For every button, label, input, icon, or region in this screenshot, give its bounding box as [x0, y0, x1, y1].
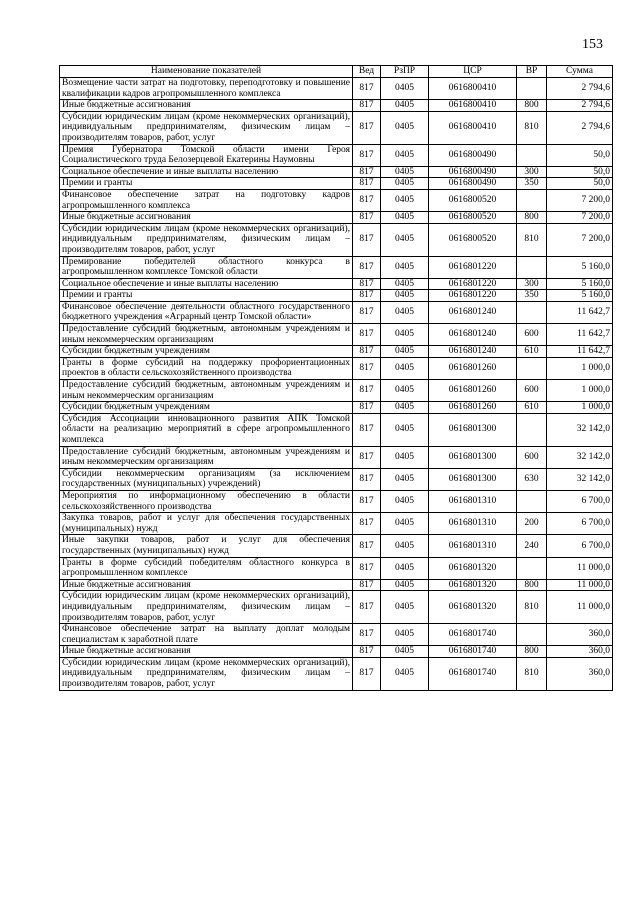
- row-vr: 610: [517, 346, 547, 358]
- row-vr: [517, 189, 547, 211]
- row-csr: 0616801310: [429, 490, 517, 512]
- row-sum: 7 200,0: [547, 189, 613, 211]
- row-ved: 817: [353, 223, 381, 256]
- row-vr: 810: [517, 657, 547, 690]
- row-ved: 817: [353, 111, 381, 144]
- row-name: Возмещение части затрат на подготовку, переподготовку и повышение квалификации кадров агропромышленного комплекса: [60, 78, 353, 100]
- row-sum: 32 142,0: [547, 446, 613, 468]
- row-vr: 800: [517, 100, 547, 112]
- table-row: [60, 256, 613, 278]
- row-rzpr: 0405: [381, 256, 429, 278]
- header-ved: Вед: [353, 66, 381, 78]
- row-name: Премия Губернатора Томской области имени Героя Социалистического труда Белозерцевой Екатерины Наумовны: [60, 144, 353, 166]
- row-ved: 817: [353, 535, 381, 557]
- row-ved: 817: [353, 189, 381, 211]
- row-sum: 1 000,0: [547, 380, 613, 402]
- row-vr: 800: [517, 212, 547, 224]
- row-name: Закупка товаров, работ и услуг для обеспечения государственных (муниципальных) нужд: [60, 513, 353, 535]
- row-vr: 600: [517, 380, 547, 402]
- row-vr: 810: [517, 591, 547, 624]
- row-sum: 11 642,7: [547, 346, 613, 358]
- row-ved: 817: [353, 657, 381, 690]
- row-csr: 0616801220: [429, 278, 517, 290]
- row-ved: 817: [353, 557, 381, 579]
- row-ved: 817: [353, 78, 381, 100]
- row-rzpr: 0405: [381, 223, 429, 256]
- row-csr: 0616801240: [429, 324, 517, 346]
- row-ved: 817: [353, 402, 381, 414]
- row-rzpr: 0405: [381, 166, 429, 178]
- row-sum: 2 794,6: [547, 100, 613, 112]
- row-sum: 360,0: [547, 646, 613, 658]
- row-name: Иные бюджетные ассигнования: [60, 646, 353, 658]
- row-csr: 0616800520: [429, 189, 517, 211]
- row-ved: 817: [353, 212, 381, 224]
- table-row: [60, 166, 613, 178]
- row-rzpr: 0405: [381, 402, 429, 414]
- row-sum: 360,0: [547, 624, 613, 646]
- row-csr: 0616800410: [429, 78, 517, 100]
- row-name: Гранты в форме субсидий победителям областного конкурса в агропромышленном комплексе: [60, 557, 353, 579]
- row-ved: 817: [353, 646, 381, 658]
- row-rzpr: 0405: [381, 579, 429, 591]
- row-name: Субсидии юридическим лицам (кроме некоммерческих организаций), индивидуальным предпринимателям, физическим лицам – производителям товаров, работ, услуг: [60, 223, 353, 256]
- table-row: [60, 144, 613, 166]
- row-csr: 0616800490: [429, 178, 517, 190]
- table-row: [60, 189, 613, 211]
- row-rzpr: 0405: [381, 78, 429, 100]
- row-vr: 200: [517, 513, 547, 535]
- row-csr: 0616801260: [429, 402, 517, 414]
- row-rzpr: 0405: [381, 468, 429, 490]
- row-vr: 240: [517, 535, 547, 557]
- row-ved: 817: [353, 256, 381, 278]
- table-row: [60, 535, 613, 557]
- table-header-row: [60, 66, 613, 78]
- header-vr: ВР: [517, 66, 547, 78]
- table-row: [60, 78, 613, 100]
- table-row: [60, 591, 613, 624]
- row-rzpr: 0405: [381, 646, 429, 658]
- row-ved: 817: [353, 380, 381, 402]
- row-csr: 0616800410: [429, 100, 517, 112]
- row-rzpr: 0405: [381, 144, 429, 166]
- row-sum: 32 142,0: [547, 413, 613, 446]
- row-sum: 50,0: [547, 166, 613, 178]
- row-ved: 817: [353, 301, 381, 323]
- table-row: [60, 357, 613, 379]
- row-name: Финансовое обеспечение затрат на подготовку кадров агропромышленного комплекса: [60, 189, 353, 211]
- row-ved: 817: [353, 346, 381, 358]
- row-csr: 0616801220: [429, 290, 517, 302]
- row-sum: 6 700,0: [547, 535, 613, 557]
- row-name: Премии и гранты: [60, 290, 353, 302]
- table-row: [60, 380, 613, 402]
- row-sum: 7 200,0: [547, 212, 613, 224]
- row-sum: 11 642,7: [547, 324, 613, 346]
- row-csr: 0616801740: [429, 646, 517, 658]
- row-rzpr: 0405: [381, 278, 429, 290]
- row-vr: [517, 144, 547, 166]
- table-row: [60, 513, 613, 535]
- row-csr: 0616800490: [429, 166, 517, 178]
- row-name: Финансовое обеспечение затрат на выплату доплат молодым специалистам к заработной плате: [60, 624, 353, 646]
- row-sum: 7 200,0: [547, 223, 613, 256]
- row-vr: 600: [517, 324, 547, 346]
- row-ved: 817: [353, 513, 381, 535]
- row-rzpr: 0405: [381, 290, 429, 302]
- row-rzpr: 0405: [381, 324, 429, 346]
- row-vr: [517, 624, 547, 646]
- row-ved: 817: [353, 278, 381, 290]
- row-vr: [517, 357, 547, 379]
- table-row: [60, 579, 613, 591]
- row-sum: 11 000,0: [547, 579, 613, 591]
- row-csr: 0616801220: [429, 256, 517, 278]
- table-row: [60, 657, 613, 690]
- table-row: [60, 624, 613, 646]
- row-sum: 5 160,0: [547, 278, 613, 290]
- row-name: Субсидия Ассоциации инновационного развития АПК Томской области на реализацию мероприятий в сфере агропромышленного комплекса: [60, 413, 353, 446]
- row-rzpr: 0405: [381, 413, 429, 446]
- row-name: Субсидии бюджетным учреждениям: [60, 346, 353, 358]
- row-sum: 1 000,0: [547, 357, 613, 379]
- row-vr: [517, 78, 547, 100]
- row-name: Гранты в форме субсидий на поддержку профориентационных проектов в области сельскохозяйственного производства: [60, 357, 353, 379]
- row-csr: 0616801740: [429, 624, 517, 646]
- row-sum: 6 700,0: [547, 513, 613, 535]
- row-ved: 817: [353, 468, 381, 490]
- row-sum: 1 000,0: [547, 402, 613, 414]
- row-ved: 817: [353, 490, 381, 512]
- row-csr: 0616800490: [429, 144, 517, 166]
- row-vr: [517, 413, 547, 446]
- row-vr: 600: [517, 446, 547, 468]
- row-vr: 350: [517, 178, 547, 190]
- row-rzpr: 0405: [381, 111, 429, 144]
- row-sum: 360,0: [547, 657, 613, 690]
- table-row: [60, 178, 613, 190]
- row-ved: 817: [353, 166, 381, 178]
- row-vr: 800: [517, 646, 547, 658]
- table-row: [60, 490, 613, 512]
- row-rzpr: 0405: [381, 513, 429, 535]
- row-vr: [517, 301, 547, 323]
- row-ved: 817: [353, 624, 381, 646]
- table-row: [60, 402, 613, 414]
- row-csr: 0616801740: [429, 657, 517, 690]
- table-row: [60, 278, 613, 290]
- row-ved: 817: [353, 144, 381, 166]
- table-row: [60, 212, 613, 224]
- table-row: [60, 413, 613, 446]
- row-rzpr: 0405: [381, 100, 429, 112]
- row-rzpr: 0405: [381, 591, 429, 624]
- row-csr: 0616801310: [429, 513, 517, 535]
- row-ved: 817: [353, 591, 381, 624]
- table-row: [60, 557, 613, 579]
- row-ved: 817: [353, 324, 381, 346]
- row-name: Иные бюджетные ассигнования: [60, 212, 353, 224]
- row-name: Иные бюджетные ассигнования: [60, 579, 353, 591]
- row-name: Предоставление субсидий бюджетным, автономным учреждениям и иным некоммерческим организациям: [60, 380, 353, 402]
- row-rzpr: 0405: [381, 490, 429, 512]
- row-rzpr: 0405: [381, 346, 429, 358]
- row-vr: 800: [517, 579, 547, 591]
- row-rzpr: 0405: [381, 301, 429, 323]
- row-csr: 0616800520: [429, 212, 517, 224]
- row-rzpr: 0405: [381, 357, 429, 379]
- row-rzpr: 0405: [381, 446, 429, 468]
- row-rzpr: 0405: [381, 212, 429, 224]
- row-sum: 50,0: [547, 178, 613, 190]
- row-vr: [517, 490, 547, 512]
- row-ved: 817: [353, 446, 381, 468]
- header-sum: Сумма: [547, 66, 613, 78]
- row-name: Субсидии юридическим лицам (кроме некоммерческих организаций), индивидуальным предпринимателям, физическим лицам – производителям товаров, работ, услуг: [60, 657, 353, 690]
- row-ved: 817: [353, 357, 381, 379]
- row-sum: 11 000,0: [547, 591, 613, 624]
- row-name: Премирование победителей областного конкурса в агропромышленном комплексе Томской области: [60, 256, 353, 278]
- row-name: Субсидии юридическим лицам (кроме некоммерческих организаций), индивидуальным предпринимателям, физическим лицам – производителям товаров, работ, услуг: [60, 111, 353, 144]
- row-name: Предоставление субсидий бюджетным, автономным учреждениям и иным некоммерческим организациям: [60, 324, 353, 346]
- row-rzpr: 0405: [381, 557, 429, 579]
- row-csr: 0616801300: [429, 446, 517, 468]
- table-row: [60, 301, 613, 323]
- row-sum: 32 142,0: [547, 468, 613, 490]
- table-row: [60, 646, 613, 658]
- row-vr: 350: [517, 290, 547, 302]
- row-sum: 6 700,0: [547, 490, 613, 512]
- row-vr: [517, 256, 547, 278]
- row-csr: 0616801320: [429, 591, 517, 624]
- row-vr: 610: [517, 402, 547, 414]
- header-rzpr: РзПР: [381, 66, 429, 78]
- row-csr: 0616800520: [429, 223, 517, 256]
- table-row: [60, 346, 613, 358]
- row-name: Субсидии юридическим лицам (кроме некоммерческих организаций), индивидуальным предпринимателям, физическим лицам – производителям товаров, работ, услуг: [60, 591, 353, 624]
- row-name: Мероприятия по информационному обеспечению в области сельскохозяйственного производства: [60, 490, 353, 512]
- row-name: Иные бюджетные ассигнования: [60, 100, 353, 112]
- row-vr: 300: [517, 166, 547, 178]
- row-ved: 817: [353, 413, 381, 446]
- row-csr: 0616801240: [429, 301, 517, 323]
- table-row: [60, 111, 613, 144]
- row-ved: 817: [353, 579, 381, 591]
- table-row: [60, 223, 613, 256]
- row-rzpr: 0405: [381, 189, 429, 211]
- row-csr: 0616800410: [429, 111, 517, 144]
- row-rzpr: 0405: [381, 535, 429, 557]
- row-csr: 0616801310: [429, 535, 517, 557]
- row-rzpr: 0405: [381, 657, 429, 690]
- table-row: [60, 446, 613, 468]
- row-sum: 5 160,0: [547, 256, 613, 278]
- row-sum: 50,0: [547, 144, 613, 166]
- row-vr: 630: [517, 468, 547, 490]
- header-name: Наименование показателей: [60, 66, 353, 78]
- table-row: [60, 100, 613, 112]
- row-vr: [517, 557, 547, 579]
- row-name: Социальное обеспечение и иные выплаты населению: [60, 278, 353, 290]
- row-ved: 817: [353, 290, 381, 302]
- row-csr: 0616801240: [429, 346, 517, 358]
- row-rzpr: 0405: [381, 178, 429, 190]
- row-csr: 0616801300: [429, 468, 517, 490]
- row-csr: 0616801320: [429, 557, 517, 579]
- budget-table: [59, 65, 613, 691]
- row-name: Предоставление субсидий бюджетным, автономным учреждениям и иным некоммерческим организациям: [60, 446, 353, 468]
- row-sum: 11 000,0: [547, 557, 613, 579]
- table-body: [60, 78, 613, 691]
- row-sum: 2 794,6: [547, 111, 613, 144]
- row-sum: 2 794,6: [547, 78, 613, 100]
- row-ved: 817: [353, 100, 381, 112]
- row-vr: 810: [517, 111, 547, 144]
- row-csr: 0616801260: [429, 357, 517, 379]
- row-vr: 300: [517, 278, 547, 290]
- row-name: Субсидии некоммерческим организациям (за исключением государственных (муниципальных) учреждений): [60, 468, 353, 490]
- header-csr: ЦСР: [429, 66, 517, 78]
- row-name: Социальное обеспечение и иные выплаты населению: [60, 166, 353, 178]
- row-rzpr: 0405: [381, 624, 429, 646]
- row-sum: 11 642,7: [547, 301, 613, 323]
- row-name: Субсидии бюджетным учреждениям: [60, 402, 353, 414]
- row-sum: 5 160,0: [547, 290, 613, 302]
- page-number: 153: [582, 37, 603, 52]
- table-row: [60, 290, 613, 302]
- row-csr: 0616801320: [429, 579, 517, 591]
- row-name: Финансовое обеспечение деятельности областного государственного бюджетного учреждения «Аграрный центр Томской области»: [60, 301, 353, 323]
- row-name: Иные закупки товаров, работ и услуг для обеспечения государственных (муниципальных) нужд: [60, 535, 353, 557]
- row-rzpr: 0405: [381, 380, 429, 402]
- row-vr: 810: [517, 223, 547, 256]
- row-ved: 817: [353, 178, 381, 190]
- row-name: Премии и гранты: [60, 178, 353, 190]
- table-row: [60, 468, 613, 490]
- row-csr: 0616801260: [429, 380, 517, 402]
- table-row: [60, 324, 613, 346]
- row-csr: 0616801300: [429, 413, 517, 446]
